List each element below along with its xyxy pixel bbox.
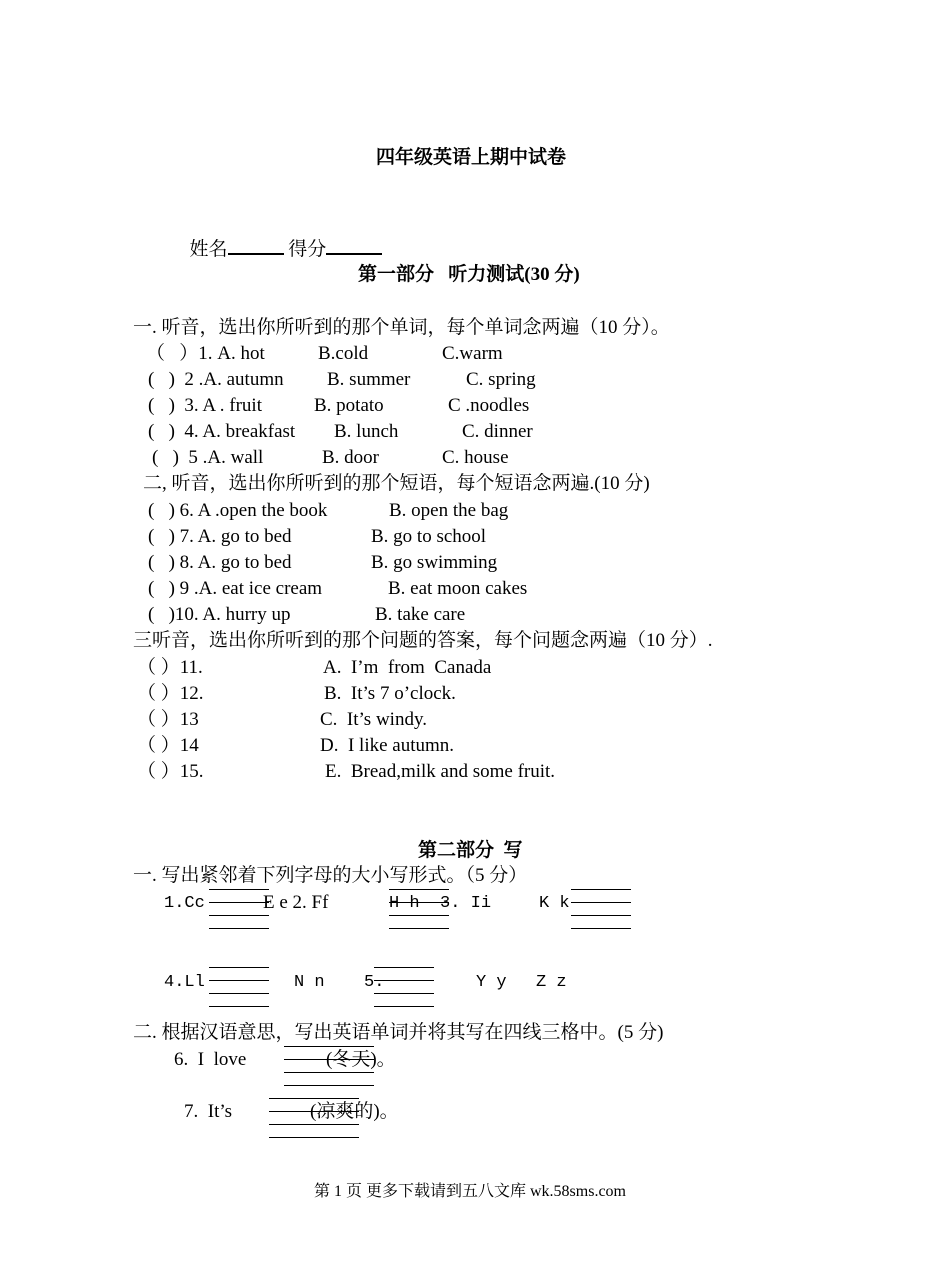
sec3-instruction: 三听音，选出你所听到的那个问题的答案，每个问题念两遍（10 分）. bbox=[133, 630, 713, 651]
row1-hh-ii: H h 3. Ii bbox=[389, 894, 492, 913]
q7-b: B. go to school bbox=[371, 526, 487, 547]
part2-heading: 第二部分 写 bbox=[418, 840, 523, 861]
q8-num: ( ) 8. A. go to bed bbox=[148, 552, 292, 573]
q11-ans: A. I’m from Canada bbox=[323, 657, 492, 678]
q12-ans: B. It’s 7 o’clock. bbox=[324, 683, 456, 704]
row2-zz: Z z bbox=[536, 973, 567, 992]
row1-ee-ff: E e 2. Ff bbox=[263, 892, 329, 913]
p2-sec2-instruction: 二. 根据汉语意思，写出英语单词并将其写在四线三格中。(5 分) bbox=[133, 1022, 664, 1043]
q3-c: C .noodles bbox=[448, 395, 530, 416]
row2-5: 5. bbox=[364, 973, 385, 992]
footer: 第 1 页 更多下载请到五八文库 wk.58sms.com bbox=[314, 1183, 627, 1200]
q6-write-hint: (冬天)。 bbox=[326, 1049, 396, 1070]
q2-num: ( ) 2 .A. autumn bbox=[148, 369, 284, 390]
row1-cc: 1.Cc bbox=[164, 894, 205, 913]
q9-b: B. eat moon cakes bbox=[388, 578, 528, 599]
q1-c: C.warm bbox=[442, 343, 503, 364]
q13-num: （ ）13 bbox=[137, 709, 199, 730]
name-blank[interactable] bbox=[228, 235, 284, 255]
q14-num: （ ）14 bbox=[137, 735, 199, 756]
row2-nn: N n bbox=[294, 973, 325, 992]
sec2-instruction: 二, 听音，选出你所听到的那个短语，每个短语念两遍.(10 分) bbox=[143, 473, 650, 494]
row2-ll: 4.Ll bbox=[164, 973, 205, 992]
q10-num: ( )10. A. hurry up bbox=[148, 604, 291, 625]
q5-b: B. door bbox=[322, 447, 379, 468]
q4-num: ( ) 4. A. breakfast bbox=[148, 421, 296, 442]
q2-b: B. summer bbox=[327, 369, 411, 390]
name-label: 姓名 bbox=[189, 239, 228, 260]
q12-num: （ ）12. bbox=[137, 683, 204, 704]
q13-ans: C. It’s windy. bbox=[320, 709, 427, 730]
q7-write-hint: (凉爽的)。 bbox=[310, 1101, 399, 1122]
score-label: 得分 bbox=[288, 239, 327, 260]
q11-num: （ ）11. bbox=[137, 657, 203, 678]
score-blank[interactable] bbox=[326, 235, 382, 255]
q5-num: ( ) 5 .A. wall bbox=[152, 447, 264, 468]
q3-b: B. potato bbox=[314, 395, 384, 416]
q15-ans: E. Bread,milk and some fruit. bbox=[325, 761, 556, 782]
q6-b: B. open the bag bbox=[389, 500, 509, 521]
name-score-line bbox=[180, 211, 382, 262]
q4-c: C. dinner bbox=[462, 421, 533, 442]
q8-b: B. go swimming bbox=[371, 552, 498, 573]
q14-ans: D. I like autumn. bbox=[320, 735, 455, 756]
p2-sec1-instruction: 一. 写出紧邻着下列字母的大小写形式。（5 分） bbox=[133, 865, 528, 886]
part1-heading: 第一部分 听力测试(30 分) bbox=[358, 264, 580, 285]
row1-kk: K k bbox=[539, 894, 570, 913]
sec1-instruction: 一. 听音，选出你所听到的那个单词，每个单词念两遍（10 分）。 bbox=[133, 317, 670, 338]
page-title: 四年级英语上期中试卷 bbox=[376, 147, 567, 168]
q4-b: B. lunch bbox=[334, 421, 399, 442]
q6-num: ( ) 6. A .open the book bbox=[148, 500, 328, 521]
q1-b: B.cold bbox=[318, 343, 369, 364]
q7-num: ( ) 7. A. go to bed bbox=[148, 526, 292, 547]
q1-num: （ ）1. A. hot bbox=[146, 343, 265, 364]
q5-c: C. house bbox=[442, 447, 509, 468]
row2-yy: Y y bbox=[476, 973, 507, 992]
q2-c: C. spring bbox=[466, 369, 536, 390]
q7-write-text: 7. It’s bbox=[184, 1101, 233, 1122]
q10-b: B. take care bbox=[375, 604, 466, 625]
q6-write-text: 6. I love bbox=[174, 1049, 247, 1070]
q3-num: ( ) 3. A . fruit bbox=[148, 395, 262, 416]
q15-num: （ ）15. bbox=[137, 761, 204, 782]
q9-num: ( ) 9 .A. eat ice cream bbox=[148, 578, 323, 599]
